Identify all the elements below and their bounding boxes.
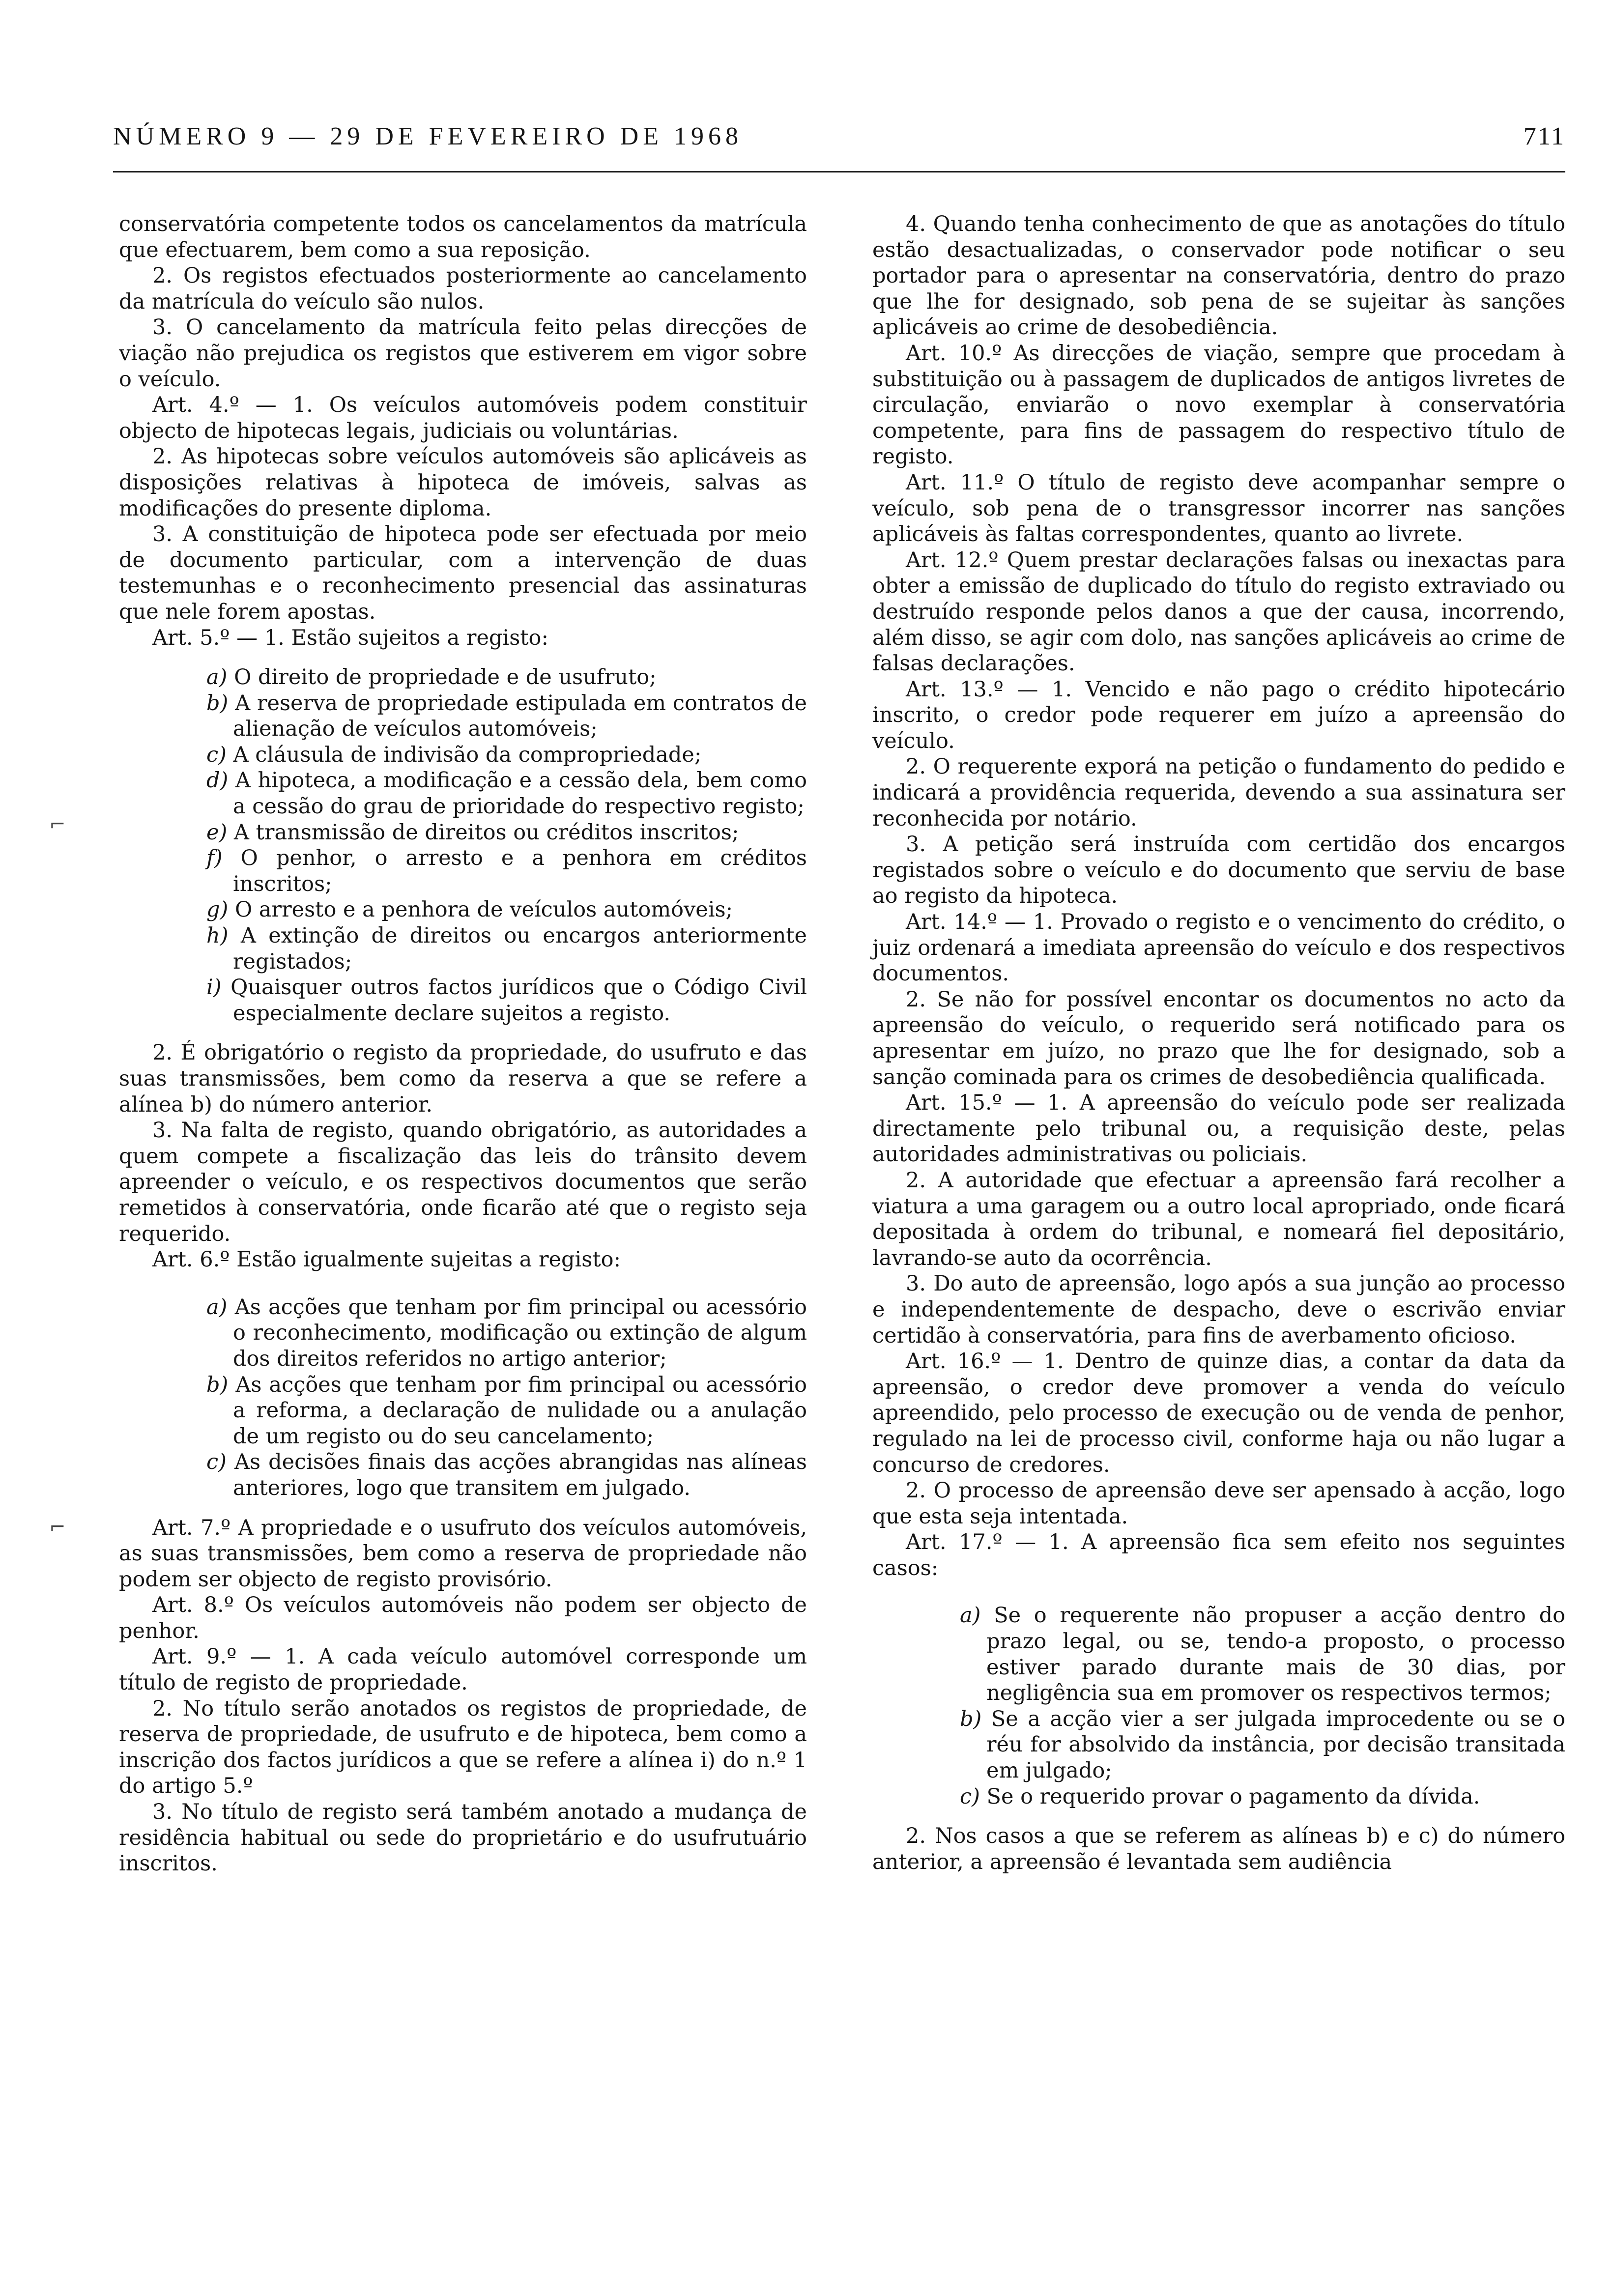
article-12: Art. 12.º Quem prestar declarações falsas ou inexactas para obter a emissão de duplicado do título do registo extraviado ou destruído responde pelos danos a que der causa, incorrendo, além disso, se agir com dolo, nas sanções aplicáveis ao crime de falsas declarações. — [872, 547, 1565, 676]
list-item — [872, 1706, 1565, 1784]
paragraph: 2. No título serão anotados os registos de propriedade, de reserva de propriedade, de usufruto e de hipoteca, bem como a inscrição dos factos jurídicos a que se refere a alínea i) do n.º 1 do artigo 5.º — [119, 1696, 807, 1799]
item-text: A hipoteca, a modificação e a cessão dela, bem como a cessão do grau de prioridade do respectivo registo; — [233, 768, 807, 819]
paragraph: 2. Nos casos a que se referem as alíneas b) e c) do número anterior, a apreensão é levantada sem audiência — [872, 1824, 1565, 1874]
article-17: Art. 17.º — 1. A apreensão fica sem efeito nos seguintes casos: — [872, 1530, 1565, 1580]
item-text: Se a acção vier a ser julgada improcedente ou se o réu for absolvido da instância, por decisão transitada em julgado; — [986, 1706, 1566, 1783]
page-header — [113, 122, 1565, 161]
paragraph: 3. A constituição de hipoteca pode ser efectuada por meio de documento particular, com a intervenção de duas testemunhas e o reconhecimento presencial das assinaturas que nele forem apostas. — [119, 522, 807, 624]
item-letter: c) — [960, 1784, 980, 1809]
item-text: As acções que tenham por fim principal ou acessório a reforma, a declaração de nulidade ou a anulação de um registo ou do seu cancelamento; — [233, 1372, 807, 1449]
article-8: Art. 8.º Os veículos automóveis não podem ser objecto de penhor. — [119, 1593, 807, 1643]
item-text: As decisões finais das acções abrangidas nas alíneas anteriores, logo que transitem em julgado. — [233, 1450, 807, 1500]
paragraph: 3. O cancelamento da matrícula feito pelas direcções de viação não prejudica os registos que estiverem em vigor sobre o veículo. — [119, 315, 807, 392]
list-item — [119, 664, 807, 690]
article-4: Art. 4.º — 1. Os veículos automóveis podem constituir objecto de hipotecas legais, judiciais ou voluntárias. — [119, 393, 807, 443]
margin-mark: ⌐ — [49, 813, 66, 836]
paragraph: 2. Se não for possível encontar os documentos no acto da apreensão do veículo, o requerido será notificado para os apresentar em juízo, no prazo que lhe for designado, sob a sanção cominada para os crimes de desobediência qualificada. — [872, 987, 1565, 1090]
list-item — [872, 1784, 1565, 1810]
list-item — [119, 1372, 807, 1450]
item-letter: e) — [206, 820, 228, 845]
list-item — [119, 820, 807, 846]
list-item — [119, 1449, 807, 1501]
item-text: Quaisquer outros factos jurídicos que o Código Civil especialmente declare sujeitos a registo. — [230, 975, 807, 1026]
article-10: Art. 10.º As direcções de viação, sempre que procedam à substituição ou à passagem de duplicados de antigos livretes de circulação, enviarão o novo exemplar à conservatória competente, para fins de passagem do respectivo título de registo. — [872, 341, 1565, 469]
paragraph: 3. Do auto de apreensão, logo após a sua junção ao processo e independentemente de despacho, deve o escrivão enviar certidão à conservatória, para fins de averbamento oficioso. — [872, 1271, 1565, 1348]
item-letter: b) — [960, 1706, 982, 1731]
article-5-list — [119, 664, 807, 1026]
paragraph: 2. O processo de apreensão deve ser apensado à acção, logo que esta seja intentada. — [872, 1478, 1565, 1529]
list-item — [119, 742, 807, 768]
article-17-list — [872, 1603, 1565, 1809]
paragraph: conservatória competente todos os cancelamentos da matrícula que efectuarem, bem como a sua reposição. — [119, 212, 807, 262]
item-text: O direito de propriedade e de usufruto; — [234, 665, 657, 690]
article-5: Art. 5.º — 1. Estão sujeitos a registo: — [152, 625, 548, 650]
list-item — [119, 690, 807, 742]
item-text: A transmissão de direitos ou créditos inscritos; — [233, 820, 739, 845]
right-column — [872, 211, 1565, 1875]
item-text: O arresto e a penhora de veículos automóveis; — [234, 897, 733, 922]
running-head: NÚMERO 9 — 29 DE FEVEREIRO DE 1968 — [113, 122, 743, 150]
article-6: Art. 6.º Estão igualmente sujeitas a registo: — [152, 1247, 621, 1272]
item-letter: d) — [206, 768, 229, 793]
item-text: A extinção de direitos ou encargos anteriormente registados; — [233, 923, 807, 974]
item-text: Se o requerido provar o pagamento da dívida. — [986, 1784, 1480, 1809]
article-15: Art. 15.º — 1. A apreensão do veículo pode ser realizada directamente pelo tribunal ou, a requisição deste, pelas autoridades administrativas ou policiais. — [872, 1091, 1565, 1167]
item-letter: a) — [206, 1294, 228, 1320]
item-letter: a) — [960, 1603, 981, 1628]
paragraph: 2. É obrigatório o registo da propriedade, do usufruto e das suas transmissões, bem como da reserva a que se refere a alínea b) do número anterior. — [119, 1040, 807, 1117]
item-text: A cláusula de indivisão da compropriedade; — [233, 742, 702, 767]
paragraph: 2. Os registos efectuados posteriormente ao cancelamento da matrícula do veículo são nulos. — [119, 263, 807, 314]
article-9: Art. 9.º — 1. A cada veículo automóvel corresponde um título de registo de propriedade. — [119, 1644, 807, 1695]
margin-mark: ⌐ — [49, 1516, 66, 1539]
article-16: Art. 16.º — 1. Dentro de quinze dias, a contar da data da apreensão, o credor deve promover a venda do veículo apreendido, pelo processo de execução ou de venda de penhor, regulado na lei de processo civil, conforme haja ou não lugar a concurso de credores. — [872, 1349, 1565, 1477]
item-letter: h) — [206, 923, 229, 948]
item-letter: i) — [206, 975, 222, 1000]
header-rule — [113, 171, 1565, 172]
paragraph: 4. Quando tenha conhecimento de que as anotações do título estão desactualizadas, o conservador pode notificar o seu portador para o apresentar na conservatória, dentro do prazo que lhe for designado, sob pena de se sujeitar às sanções aplicáveis ao crime de desobediência. — [872, 212, 1565, 340]
item-letter: b) — [206, 1372, 229, 1397]
left-column — [119, 211, 807, 1877]
item-text: As acções que tenham por fim principal ou acessório o reconhecimento, modificação ou extinção de algum dos direitos referidos no artigo anterior; — [233, 1294, 807, 1371]
paragraph: 3. No título de registo será também anotado a mudança de residência habitual ou sede do proprietário e do usufrutuário inscritos. — [119, 1800, 807, 1876]
list-item — [872, 1603, 1565, 1706]
item-letter: c) — [206, 742, 227, 767]
list-item — [119, 923, 807, 975]
page-number: 711 — [1523, 122, 1565, 150]
paragraph: 2. A autoridade que efectuar a apreensão fará recolher a viatura a uma garagem ou a outro local apropriado, onde ficará depositada à ordem do tribunal, e nomeará fiel depositário, lavrando-se auto da ocorrência. — [872, 1168, 1565, 1270]
paragraph: 3. Na falta de registo, quando obrigatório, as autoridades a quem compete a fiscalização das leis do trânsito devem apreender o veículo, e os respectivos documentos que serão remetidos à conservatória, onde ficarão até que o registo seja requerido. — [119, 1118, 807, 1246]
item-letter: f) — [206, 846, 223, 871]
paragraph: 3. A petição será instruída com certidão dos encargos registados sobre o veículo e do documento que serviu de base ao registo da hipoteca. — [872, 832, 1565, 909]
article-13: Art. 13.º — 1. Vencido e não pago o crédito hipotecário inscrito, o credor pode requerer em juízo a apreensão do veículo. — [872, 677, 1565, 753]
article-14: Art. 14.º — 1. Provado o registo e o vencimento do crédito, o juiz ordenará a imediata apreensão do veículo e dos respectivos documentos. — [872, 910, 1565, 986]
article-7: Art. 7.º A propriedade e o usufruto dos veículos automóveis, as suas transmissões, bem como a reserva de propriedade não podem ser objecto de registo provisório. — [119, 1515, 807, 1592]
article-11: Art. 11.º O título de registo deve acompanhar sempre o veículo, sob pena de o transgressor incorrer nas sanções aplicáveis às faltas correspondentes, quanto ao livrete. — [872, 470, 1565, 547]
paragraph: 2. As hipotecas sobre veículos automóveis são aplicáveis as disposições relativas à hipoteca de imóveis, salvas as modificações do presente diploma. — [119, 444, 807, 521]
article-6-list — [119, 1294, 807, 1501]
item-letter: a) — [206, 665, 228, 690]
list-item — [119, 768, 807, 819]
item-letter: c) — [206, 1450, 227, 1475]
item-letter: b) — [206, 690, 229, 716]
item-text: O penhor, o arresto e a penhora em créditos inscritos; — [233, 846, 807, 896]
list-item — [119, 1294, 807, 1372]
item-letter: g) — [206, 897, 229, 922]
list-item — [119, 975, 807, 1026]
list-item — [119, 845, 807, 897]
paragraph: 2. O requerente exporá na petição o fundamento do pedido e indicará a providência requerida, devendo a sua assinatura ser reconhecida por notário. — [872, 754, 1565, 831]
list-item — [119, 897, 807, 923]
item-text: Se o requerente não propuser a acção dentro do prazo legal, ou se, tendo-a proposto, o processo estiver parado durante mais de 30 dias, por negligência sua em promover os respectivos termos; — [986, 1603, 1565, 1706]
item-text: A reserva de propriedade estipulada em contratos de alienação de veículos automóveis; — [233, 690, 807, 742]
